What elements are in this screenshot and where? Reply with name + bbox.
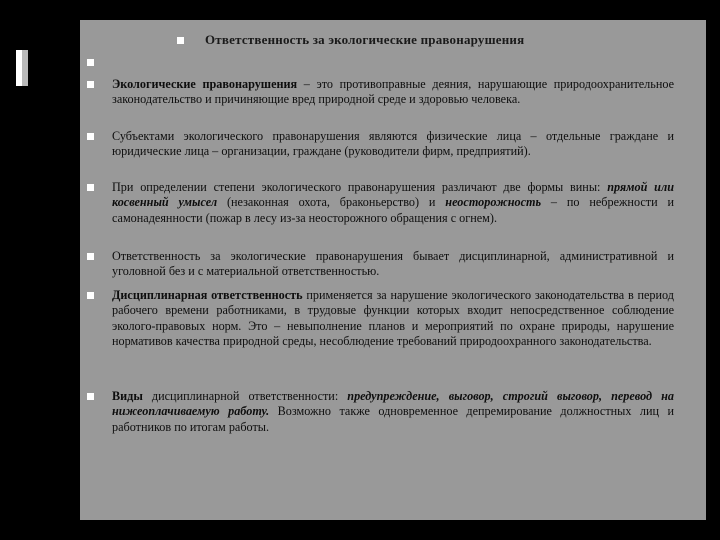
- p3-term2: неосторожность: [445, 195, 542, 210]
- p1-term: Экологические правонарушения: [112, 77, 298, 91]
- paragraph-2: [112, 129, 674, 160]
- p2-text: Субъектами экологического правонарушения являются физические лица – отдельные граждане и юридические лица – организации, граждане (руководители фирм, предприятий).: [112, 129, 674, 159]
- p3-mid: (незаконная охота, браконьерство) и: [217, 195, 446, 210]
- paragraph-5: [112, 288, 674, 350]
- bullet-p1: [87, 81, 94, 88]
- p6-lead: дисциплинарной ответственности:: [142, 389, 348, 403]
- slide-title: Ответственность за экологические правонарушения: [205, 32, 525, 47]
- bullet-p2: [87, 133, 94, 140]
- p5-text: применяется за нарушение экологического законодательства в период рабочего времени работниками, в трудовые функции которых входит непосредственное соблюдение эколого-правовых норм. Это – невыполнение планов и мероприятий по охране природы, нарушение нормативов качества природной среды, несоблюдение требований природоохранного законодательства.: [112, 288, 674, 349]
- p6-term: Виды: [112, 389, 143, 403]
- p3-term1: прямой или косвенный умысел: [112, 180, 674, 210]
- bullet-p3: [87, 184, 94, 191]
- p5-term: Дисциплинарная ответственность: [112, 288, 303, 302]
- p6-term2: предупреждение, выговор, строгий выговор, перевод на нижеоплачиваемую работу.: [112, 389, 674, 419]
- paragraph-6: [112, 389, 674, 435]
- paragraph-3: [112, 180, 674, 226]
- p3-rest: – по небрежности и самонадеянности (пожар в лесу из-за неосторожного обращения с огнем).: [112, 195, 674, 225]
- paragraph-4: [112, 249, 674, 280]
- decorative-accent-bar: [16, 50, 22, 86]
- bullet-p5: [87, 292, 94, 299]
- p6-rest: Возможно также одновременное депремирование должностных лиц и работников по итогам работы.: [112, 404, 674, 434]
- bullet-empty: [87, 59, 94, 66]
- p3-lead: При определении степени экологического правонарушения различают две формы вины:: [112, 180, 608, 194]
- bullet-p6: [87, 393, 94, 400]
- paragraph-1: [112, 77, 674, 108]
- bullet-p4: [87, 253, 94, 260]
- p1-text: – это противоправные деяния, нарушающие природоохранительное законодательство и причиняющие вред природной среде и здоровью человека.: [112, 77, 674, 107]
- bullet-title: [177, 37, 184, 44]
- p4-text: Ответственность за экологические правонарушения бывает дисциплинарной, административной и уголовной без и с материальной ответственностью.: [112, 249, 674, 279]
